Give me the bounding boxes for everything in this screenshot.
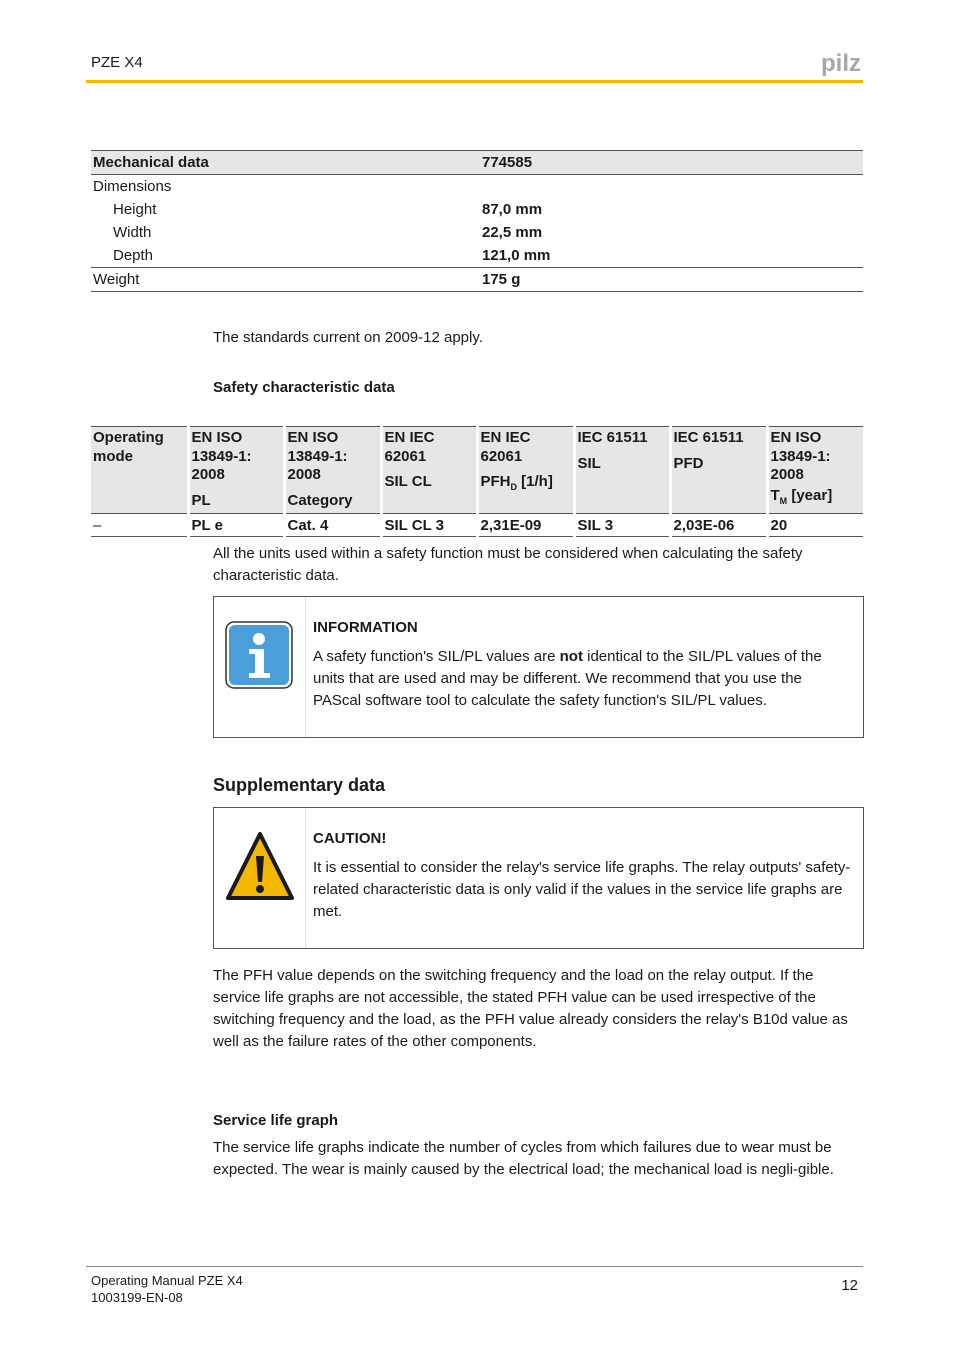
info-icon <box>225 621 293 689</box>
cell-sil-cl: SIL CL 3 <box>381 514 477 537</box>
col-pfd: IEC 61511 PFD <box>670 427 767 514</box>
standards-note: The standards current on 2009-12 apply. <box>213 329 483 346</box>
col-sil: IEC 61511 SIL <box>574 427 670 514</box>
col-category: EN ISO 13849-1: 2008 Category <box>284 427 381 514</box>
cell-pfhd: 2,31E-09 <box>477 514 574 537</box>
info-text: A safety function's SIL/PL values are not identical to the SIL/PL values of the units that are used and may be different. We recommend that you use the PAScal software tool to calculate the safety function's SIL/PL values. <box>313 648 822 709</box>
weight-value: 175 g <box>480 268 863 292</box>
footer-left <box>91 1272 243 1306</box>
units-note: All the units used within a safety function must be considered when calculating the safety characteristic data. <box>213 545 803 584</box>
table-row <box>91 514 863 537</box>
information-box <box>213 596 864 738</box>
pfh-paragraph: The PFH value depends on the switching frequency and the load on the relay output. If the service life graphs are not accessible, the stated PFH value can be used irrespective of the switching frequency and the load, as the PFH value already considers the relay's B10d value as well as the failure rates of the other components. <box>213 967 848 1050</box>
safety-data-table <box>91 426 863 537</box>
header-title: PZE X4 <box>91 54 143 71</box>
part-number: 774585 <box>480 151 863 175</box>
height-value: 87,0 mm <box>482 201 543 218</box>
width-value: 22,5 mm <box>482 224 543 241</box>
col-pl: EN ISO 13849-1: 2008 PL <box>188 427 284 514</box>
height-label: Height <box>113 201 157 218</box>
header-rule <box>86 80 863 83</box>
col-operating-mode: Operating mode <box>91 427 188 514</box>
col-pfhd: EN IEC 62061 $PFH_D$ [1/h] <box>477 427 574 514</box>
depth-label: Depth <box>113 247 154 264</box>
width-label: Width <box>113 224 152 241</box>
footer-rule <box>86 1266 863 1267</box>
depth-value: 121,0 mm <box>482 247 551 264</box>
weight-label: Weight <box>91 268 480 292</box>
col-sil-cl: EN IEC 62061 SIL CL <box>381 427 477 514</box>
mechanical-heading: Mechanical data <box>91 151 480 175</box>
footer-doc-number: 1003199-EN-08 <box>91 1290 183 1305</box>
col-tm: EN ISO 13849-1: 2008 $T_M$ [year] <box>767 427 863 514</box>
safety-heading: Safety characteristic data <box>213 379 395 396</box>
dimensions-label: Dimensions <box>93 178 172 195</box>
cell-category: Cat. 4 <box>284 514 381 537</box>
page-number: 12 <box>841 1277 858 1294</box>
caution-box <box>213 807 864 949</box>
cell-pl: PL e <box>188 514 284 537</box>
pilz-logo <box>821 50 863 76</box>
caution-title: CAUTION! <box>313 830 387 847</box>
cell-tm: 20 <box>767 514 863 537</box>
warning-icon <box>225 830 295 902</box>
svg-text:pilz: pilz <box>821 50 861 76</box>
supplementary-heading: Supplementary data <box>213 775 386 795</box>
footer-manual: Operating Manual PZE X4 <box>91 1273 243 1288</box>
info-title: INFORMATION <box>313 619 418 636</box>
cell-mode: – <box>91 514 188 537</box>
service-life-heading: Service life graph <box>213 1112 339 1129</box>
service-life-text: The service life graphs indicate the number of cycles from which failures due to wear must be expected. The wear is mainly caused by the electrical load; the mechanical load is negli-gible. <box>213 1139 834 1178</box>
cell-pfd: 2,03E-06 <box>670 514 767 537</box>
cell-sil: SIL 3 <box>574 514 670 537</box>
caution-text: It is essential to consider the relay's service life graphs. The relay outputs' safety-related characteristic data is only valid if the values in the service life graphs are met. <box>313 859 851 920</box>
mechanical-data-table <box>91 150 863 292</box>
